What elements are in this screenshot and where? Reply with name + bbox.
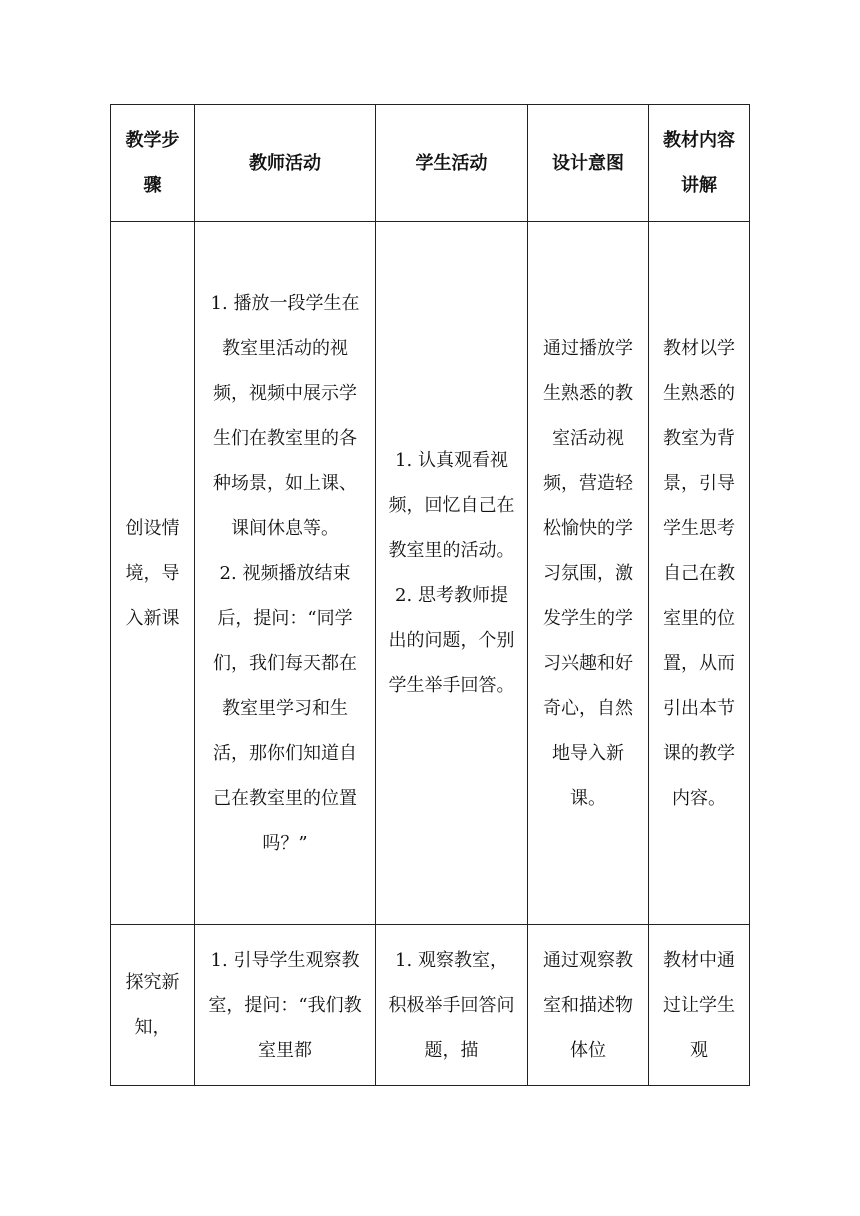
header-student-activity: 学生活动 <box>376 105 528 222</box>
cell-textbook-content: 教材以学生熟悉的教室为背景，引导学生思考自己在教室里的位置，从而引出本节课的教学内容。 <box>649 222 750 925</box>
lesson-plan-table <box>110 104 750 1086</box>
cell-teacher-activity: 1. 引导学生观察教室，提问：“我们教室里都 <box>195 925 376 1086</box>
table-row <box>111 222 750 925</box>
cell-textbook-content: 教材中通过让学生观 <box>649 925 750 1086</box>
cell-design-intent: 通过观察教室和描述物体位 <box>528 925 649 1086</box>
header-design-intent: 设计意图 <box>528 105 649 222</box>
cell-teacher-activity: 1. 播放一段学生在教室里活动的视频，视频中展示学生们在教室里的各种场景，如上课、课间休息等。 2. 视频播放结束后，提问：“同学们，我们每天都在教室里学习和生活，那你们知道自己在教室里的位置吗？” <box>195 222 376 925</box>
table-row <box>111 925 750 1086</box>
cell-student-activity: 1. 认真观看视频，回忆自己在教室里的活动。 2. 思考教师提出的问题，个别学生举手回答。 <box>376 222 528 925</box>
cell-step: 探究新知， <box>111 925 195 1086</box>
header-teacher-activity: 教师活动 <box>195 105 376 222</box>
table-header-row <box>111 105 750 222</box>
cell-student-activity: 1. 观察教室，积极举手回答问题，描 <box>376 925 528 1086</box>
cell-design-intent: 通过播放学生熟悉的教室活动视频，营造轻松愉快的学习氛围，激发学生的学习兴趣和好奇心，自然地导入新课。 <box>528 222 649 925</box>
cell-step: 创设情境，导入新课 <box>111 222 195 925</box>
header-textbook-content: 教材内容讲解 <box>649 105 750 222</box>
header-teaching-steps: 教学步骤 <box>111 105 195 222</box>
